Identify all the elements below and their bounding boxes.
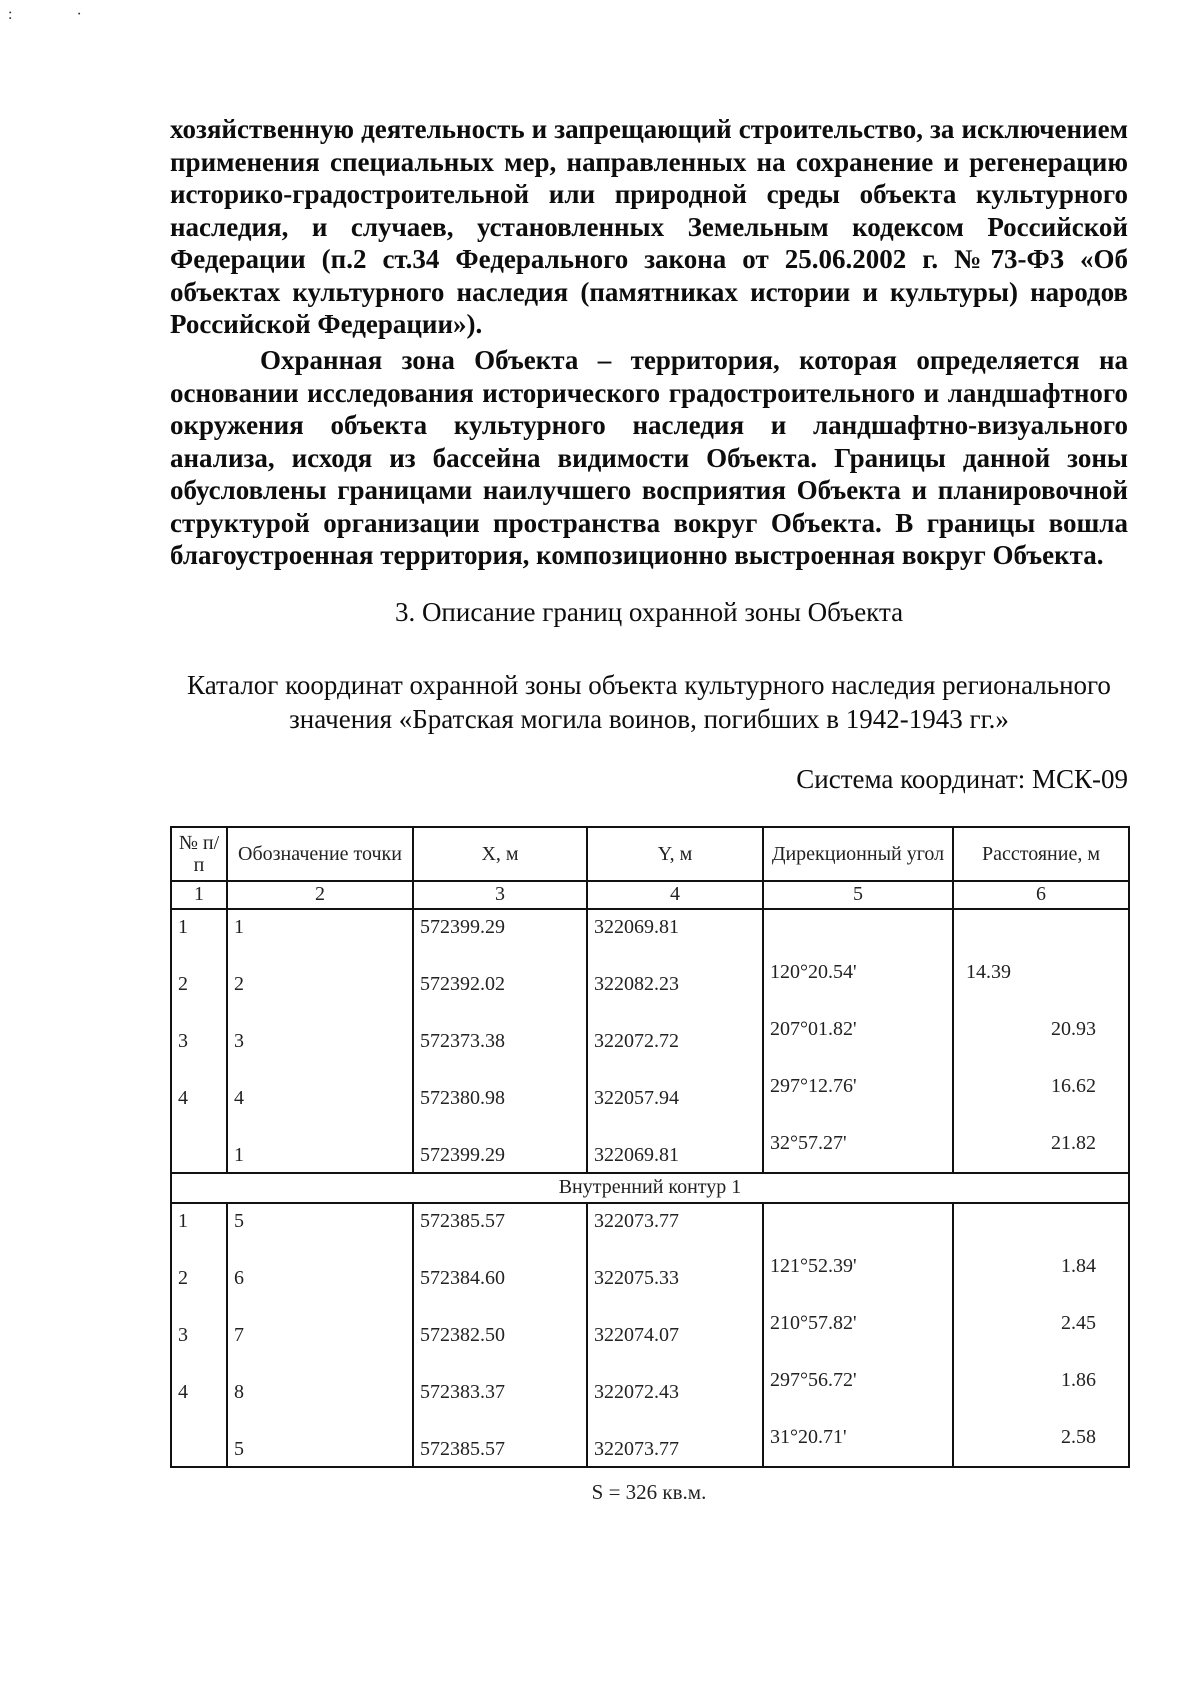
paragraph-restrictions: хозяйственную деятельность и запрещающий строительство, за исключением применения специальных мер, направленных на сохранение и регенерацию историко-градостроительной или природной среды объекта культурного наследия, и случаев, установленных Земельным кодексом Российской Федерации (п.2 ст.34 Федерального закона от 25.06.2002 г. №73-ФЗ «Об объектах культурного наследия (памятниках истории и культуры) народов Российской Федерации»).: [170, 114, 1128, 339]
table-cell: 2: [178, 973, 188, 995]
table-cell: 322072.43: [594, 1381, 679, 1403]
table-cell: 8: [234, 1381, 244, 1403]
table-cell: 16.62: [1051, 1075, 1096, 1097]
table-cell: 20.93: [1051, 1018, 1096, 1040]
col-header-number: № п/п: [171, 827, 227, 881]
col-number: 2: [227, 881, 413, 909]
table-cell: 3: [178, 1324, 188, 1346]
table-cell: 322075.33: [594, 1267, 679, 1289]
table-cell: [178, 1138, 220, 1172]
table-cell: 572383.37: [420, 1381, 505, 1403]
outer-points-cell: [227, 909, 413, 1173]
table-cell: 572385.57: [420, 1438, 505, 1460]
col-number: 1: [171, 881, 227, 909]
table-cell: 572385.57: [420, 1210, 505, 1232]
col-header-x: X, м: [413, 827, 587, 881]
table-cell: 4: [178, 1381, 188, 1403]
table-cell: 32°57.27': [770, 1132, 847, 1154]
table-cell: 121°52.39': [770, 1255, 857, 1277]
coordinates-table: [170, 826, 1130, 1468]
table-cell: 1: [234, 916, 244, 938]
outer-angles-cell: [763, 909, 953, 1173]
table-cell: 322073.77: [594, 1210, 679, 1232]
table-cell: 21.82: [1051, 1132, 1096, 1154]
table-header-row: [171, 827, 1129, 881]
table-cell: 572373.38: [420, 1030, 505, 1052]
col-number: 5: [763, 881, 953, 909]
inner-y-cell: [587, 1203, 763, 1467]
inner-contour-label: Внутренний контур 1: [171, 1173, 1129, 1203]
outer-distances-cell: [953, 909, 1129, 1173]
table-cell: 120°20.54': [770, 961, 857, 983]
table-cell: 4: [178, 1087, 188, 1109]
table-cell: 2: [178, 1267, 188, 1289]
inner-distances-cell: [953, 1203, 1129, 1467]
outer-contour-row: [171, 909, 1129, 1173]
table-cell: 31°20.71': [770, 1426, 847, 1448]
table-cell: [178, 1432, 220, 1466]
table-cell: 572392.02: [420, 973, 505, 995]
table-cell: 7: [234, 1324, 244, 1346]
col-number: 4: [587, 881, 763, 909]
table-cell: 207°01.82': [770, 1018, 857, 1040]
table-cell: 322082.23: [594, 973, 679, 995]
col-number: 3: [413, 881, 587, 909]
coordinate-system: Система координат: МСК-09: [796, 764, 1128, 794]
inner-contour-label-row: [171, 1173, 1129, 1203]
outer-nums-cell: [171, 909, 227, 1173]
table-cell: 572382.50: [420, 1324, 505, 1346]
table-cell: 572384.60: [420, 1267, 505, 1289]
table-cell: 322057.94: [594, 1087, 679, 1109]
table-cell: 297°12.76': [770, 1075, 857, 1097]
catalog-title-line2: значения «Братская могила воинов, погибших в 1942-1943 гг.»: [289, 704, 1009, 734]
col-header-y: Y, м: [587, 827, 763, 881]
table-cell: 322069.81: [594, 916, 679, 938]
catalog-title-line1: Каталог координат охранной зоны объекта культурного наследия регионального: [187, 670, 1111, 700]
outer-y-cell: [587, 909, 763, 1173]
area-value: S = 326 кв.м.: [591, 1480, 707, 1504]
table-cell: 1.86: [1061, 1369, 1096, 1391]
table-cell: 14.39: [966, 961, 1011, 983]
scan-specks: : ·: [8, 6, 112, 23]
table-cell: 1: [234, 1144, 244, 1166]
col-header-angle: Дирекционный угол: [763, 827, 953, 881]
table-cell: 3: [178, 1030, 188, 1052]
table-cell: 322069.81: [594, 1144, 679, 1166]
table-cell: 322073.77: [594, 1438, 679, 1460]
col-header-point: Обозначение точки: [227, 827, 413, 881]
table-cell: 572399.29: [420, 1144, 505, 1166]
col-number: 6: [953, 881, 1129, 909]
table-cell: 322072.72: [594, 1030, 679, 1052]
table-cell: 210°57.82': [770, 1312, 857, 1334]
table-cell: 572399.29: [420, 916, 505, 938]
paragraph-protection-zone: Охранная зона Объекта – территория, которая определяется на основании исследования исторического градостроительного и ландшафтного окружения объекта культурного наследия и ландшафтно-визуального анализа, исходя из бассейна видимости Объекта. Границы данной зоны обусловлены границами наилучшего восприятия Объекта и планировочной структурой организации пространства вокруг Объекта. В границы вошла благоустроенная территория, композиционно выстроенная вокруг Объекта.: [170, 345, 1128, 570]
table-cell: 2.45: [1061, 1312, 1096, 1334]
inner-points-cell: [227, 1203, 413, 1467]
table-cell: 6: [234, 1267, 244, 1289]
inner-x-cell: [413, 1203, 587, 1467]
table-cell: 2: [234, 973, 244, 995]
column-number-row: [171, 881, 1129, 909]
table-cell: 5: [234, 1210, 244, 1232]
table-cell: 3: [234, 1030, 244, 1052]
col-header-distance: Расстояние, м: [953, 827, 1129, 881]
table-cell: 2.58: [1061, 1426, 1096, 1448]
table-cell: 4: [234, 1087, 244, 1109]
inner-nums-cell: [171, 1203, 227, 1467]
inner-angles-cell: [763, 1203, 953, 1467]
table-cell: 322074.07: [594, 1324, 679, 1346]
catalog-title: [170, 668, 1128, 736]
table-cell: 1: [178, 1210, 188, 1232]
table-cell: 1.84: [1061, 1255, 1096, 1277]
table-cell: 572380.98: [420, 1087, 505, 1109]
section-title: 3. Описание границ охранной зоны Объекта: [394, 597, 904, 627]
table-cell: 1: [178, 916, 188, 938]
table-cell: 5: [234, 1438, 244, 1460]
outer-x-cell: [413, 909, 587, 1173]
inner-contour-row: [171, 1203, 1129, 1467]
table-cell: 297°56.72': [770, 1369, 857, 1391]
